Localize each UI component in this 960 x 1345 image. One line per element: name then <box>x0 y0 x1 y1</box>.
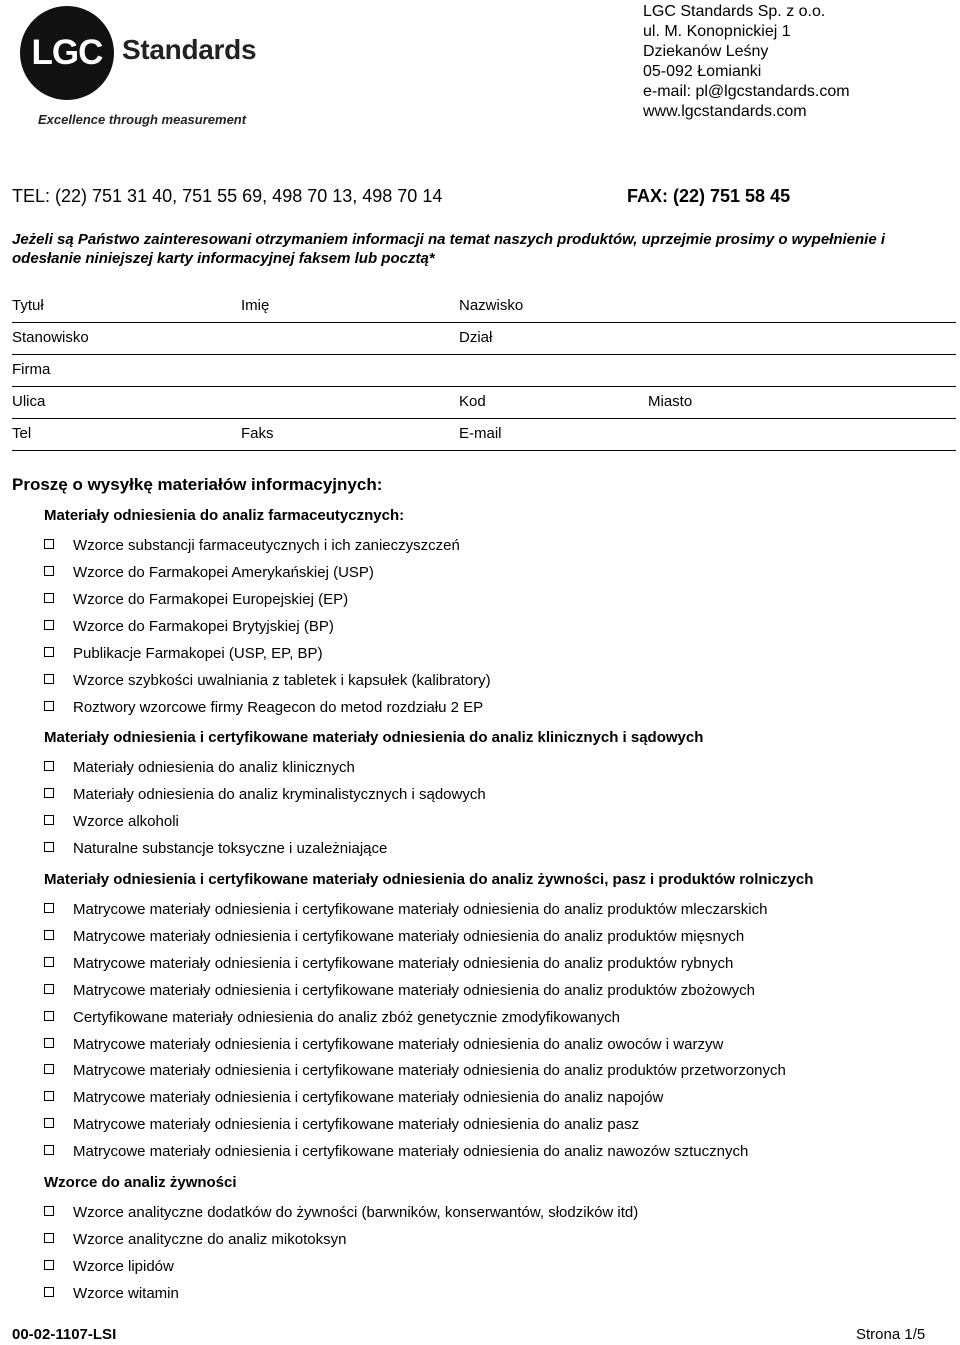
logo-circle: LGC <box>20 6 114 100</box>
checkbox-item[interactable] <box>44 699 483 719</box>
checkbox-item[interactable] <box>44 1089 663 1109</box>
form-label-phone: Tel <box>12 425 32 442</box>
checkbox-icon[interactable] <box>44 957 54 967</box>
checkbox-icon[interactable] <box>44 1038 54 1048</box>
form-label-company: Firma <box>12 361 51 378</box>
checkbox-label: Wzorce szybkości uwalniania z tabletek i kapsułek (kalibratory) <box>73 672 491 689</box>
address-street: ul. M. Konopnickiej 1 <box>643 23 791 40</box>
checkbox-label: Wzorce substancji farmaceutycznych i ich zanieczyszczeń <box>73 537 460 554</box>
section-food-standards-title: Wzorce do analiz żywności <box>44 1174 237 1191</box>
checkbox-icon[interactable] <box>44 1233 54 1243</box>
phone-numbers: TEL: (22) 751 31 40, 751 55 69, 498 70 13, 498 70 14 <box>12 186 443 206</box>
checkbox-icon[interactable] <box>44 539 54 549</box>
checkbox-label: Wzorce alkoholi <box>73 813 179 830</box>
checkbox-label: Matrycowe materiały odniesienia i certyfikowane materiały odniesienia do analiz produktów zbożowych <box>73 982 756 999</box>
checkbox-label: Matrycowe materiały odniesienia i certyfikowane materiały odniesienia do analiz owoców i warzyw <box>73 1036 724 1053</box>
checkbox-label: Matrycowe materiały odniesienia i certyfikowane materiały odniesienia do analiz produktów przetworzonych <box>73 1062 786 1079</box>
logo-tagline: Excellence through measurement <box>38 112 247 127</box>
page-number: Strona 1/5 <box>856 1326 926 1343</box>
checkbox-label: Matrycowe materiały odniesienia i certyfikowane materiały odniesienia do analiz pasz <box>73 1116 640 1133</box>
address-email[interactable]: e-mail: pl@lgcstandards.com <box>643 83 850 100</box>
section-pharma-title: Materiały odniesienia do analiz farmaceutycznych: <box>44 507 405 524</box>
intro-text: Jeżeli są Państwo zainteresowani otrzymaniem informacji na temat naszych produktów, uprzejmie prosimy o wypełnienie i odesłanie niniejszej karty informacyjnej faksem lub pocztą* <box>12 231 886 267</box>
checkbox-icon[interactable] <box>44 1118 54 1128</box>
checkbox-item[interactable] <box>44 1036 723 1056</box>
checkbox-item[interactable] <box>44 928 744 948</box>
checkbox-label: Wzorce do Farmakopei Europejskiej (EP) <box>73 591 349 608</box>
form-row-position[interactable] <box>12 323 956 355</box>
checkbox-label: Matrycowe materiały odniesienia i certyfikowane materiały odniesienia do analiz nawozów sztucznych <box>73 1143 749 1160</box>
checkbox-label: Matrycowe materiały odniesienia i certyfikowane materiały odniesienia do analiz produktów mleczarskich <box>73 901 768 918</box>
checkbox-item[interactable] <box>44 1062 786 1082</box>
checkbox-item[interactable] <box>44 1009 620 1029</box>
checkbox-label: Wzorce lipidów <box>73 1258 174 1275</box>
form-row-contact[interactable] <box>12 419 956 451</box>
checkbox-icon[interactable] <box>44 788 54 798</box>
section-clinical-title: Materiały odniesienia i certyfikowane materiały odniesienia do analiz klinicznych i sądowych <box>44 729 704 746</box>
checkbox-label: Publikacje Farmakopei (USP, EP, BP) <box>73 645 323 662</box>
checkbox-icon[interactable] <box>44 1287 54 1297</box>
address-website[interactable]: www.lgcstandards.com <box>643 103 807 120</box>
request-heading: Proszę o wysyłkę materiałów informacyjnych: <box>12 475 383 494</box>
company-logo <box>20 6 260 132</box>
checkbox-item[interactable] <box>44 1116 639 1136</box>
form-label-title: Tytuł <box>12 297 44 314</box>
checkbox-label: Certyfikowane materiały odniesienia do analiz zbóż genetycznie zmodyfikowanych <box>73 1009 620 1026</box>
checkbox-item[interactable] <box>44 564 374 584</box>
checkbox-label: Wzorce witamin <box>73 1285 179 1302</box>
form-label-street: Ulica <box>12 393 46 410</box>
checkbox-icon[interactable] <box>44 566 54 576</box>
checkbox-icon[interactable] <box>44 593 54 603</box>
checkbox-label: Roztwory wzorcowe firmy Reagecon do metod rozdziału 2 EP <box>73 699 484 716</box>
checkbox-icon[interactable] <box>44 620 54 630</box>
checkbox-icon[interactable] <box>44 1011 54 1021</box>
checkbox-label: Matrycowe materiały odniesienia i certyfikowane materiały odniesienia do analiz produktów mięsnych <box>73 928 745 945</box>
form-label-department: Dział <box>459 329 493 346</box>
checkbox-icon[interactable] <box>44 930 54 940</box>
checkbox-icon[interactable] <box>44 903 54 913</box>
checkbox-item[interactable] <box>44 1231 346 1251</box>
checkbox-item[interactable] <box>44 1285 179 1305</box>
checkbox-item[interactable] <box>44 591 348 611</box>
checkbox-icon[interactable] <box>44 1260 54 1270</box>
checkbox-icon[interactable] <box>44 815 54 825</box>
fax-number: FAX: (22) 751 58 45 <box>627 186 791 206</box>
form-label-postal-code: Kod <box>459 393 486 410</box>
checkbox-label: Wzorce do Farmakopei Amerykańskiej (USP) <box>73 564 374 581</box>
checkbox-label: Matrycowe materiały odniesienia i certyfikowane materiały odniesienia do analiz napojów <box>73 1089 664 1106</box>
checkbox-label: Materiały odniesienia do analiz kryminalistycznych i sądowych <box>73 786 486 803</box>
form-label-city: Miasto <box>648 393 693 410</box>
checkbox-label: Naturalne substancje toksyczne i uzależniające <box>73 840 388 857</box>
checkbox-icon[interactable] <box>44 1145 54 1155</box>
checkbox-item[interactable] <box>44 901 767 921</box>
form-row-address[interactable] <box>12 387 956 419</box>
checkbox-item[interactable] <box>44 1204 638 1224</box>
form-label-fax: Faks <box>241 425 274 442</box>
checkbox-item[interactable] <box>44 537 460 557</box>
checkbox-item[interactable] <box>44 786 486 806</box>
checkbox-item[interactable] <box>44 1258 174 1278</box>
checkbox-item[interactable] <box>44 955 733 975</box>
form-label-email: E-mail <box>459 425 502 442</box>
logo-brand: Standards <box>122 34 257 65</box>
checkbox-icon[interactable] <box>44 1091 54 1101</box>
checkbox-icon[interactable] <box>44 842 54 852</box>
checkbox-item[interactable] <box>44 982 755 1002</box>
checkbox-icon[interactable] <box>44 984 54 994</box>
checkbox-icon[interactable] <box>44 1064 54 1074</box>
checkbox-item[interactable] <box>44 840 387 860</box>
checkbox-label: Wzorce analityczne do analiz mikotoksyn <box>73 1231 347 1248</box>
form-label-first-name: Imię <box>241 297 270 314</box>
checkbox-icon[interactable] <box>44 647 54 657</box>
checkbox-label: Materiały odniesienia do analiz klinicznych <box>73 759 355 776</box>
checkbox-icon[interactable] <box>44 674 54 684</box>
address-postcode-city: 05-092 Łomianki <box>643 63 762 80</box>
checkbox-item[interactable] <box>44 672 491 692</box>
document-code: 00-02-1107-LSI <box>12 1326 117 1343</box>
checkbox-icon[interactable] <box>44 1206 54 1216</box>
form-row-company[interactable] <box>12 355 956 387</box>
company-address <box>643 2 850 122</box>
address-locality: Dziekanów Leśny <box>643 43 769 60</box>
section-food-title: Materiały odniesienia i certyfikowane materiały odniesienia do analiz żywności, pasz i produktów rolniczych <box>44 871 814 888</box>
checkbox-item[interactable] <box>44 618 334 638</box>
checkbox-icon[interactable] <box>44 701 54 711</box>
checkbox-item[interactable] <box>44 813 179 833</box>
checkbox-item[interactable] <box>44 1143 748 1163</box>
checkbox-item[interactable] <box>44 759 355 779</box>
form-label-last-name: Nazwisko <box>459 297 524 314</box>
checkbox-icon[interactable] <box>44 761 54 771</box>
checkbox-label: Wzorce analityczne dodatków do żywności (barwników, konserwantów, słodzików itd) <box>73 1204 639 1221</box>
checkbox-label: Wzorce do Farmakopei Brytyjskiej (BP) <box>73 618 334 635</box>
form-label-position: Stanowisko <box>12 329 89 346</box>
checkbox-label: Matrycowe materiały odniesienia i certyfikowane materiały odniesienia do analiz produktów rybnych <box>73 955 734 972</box>
form-row-name[interactable] <box>12 291 956 323</box>
checkbox-item[interactable] <box>44 645 323 665</box>
address-company: LGC Standards Sp. z o.o. <box>643 3 826 20</box>
